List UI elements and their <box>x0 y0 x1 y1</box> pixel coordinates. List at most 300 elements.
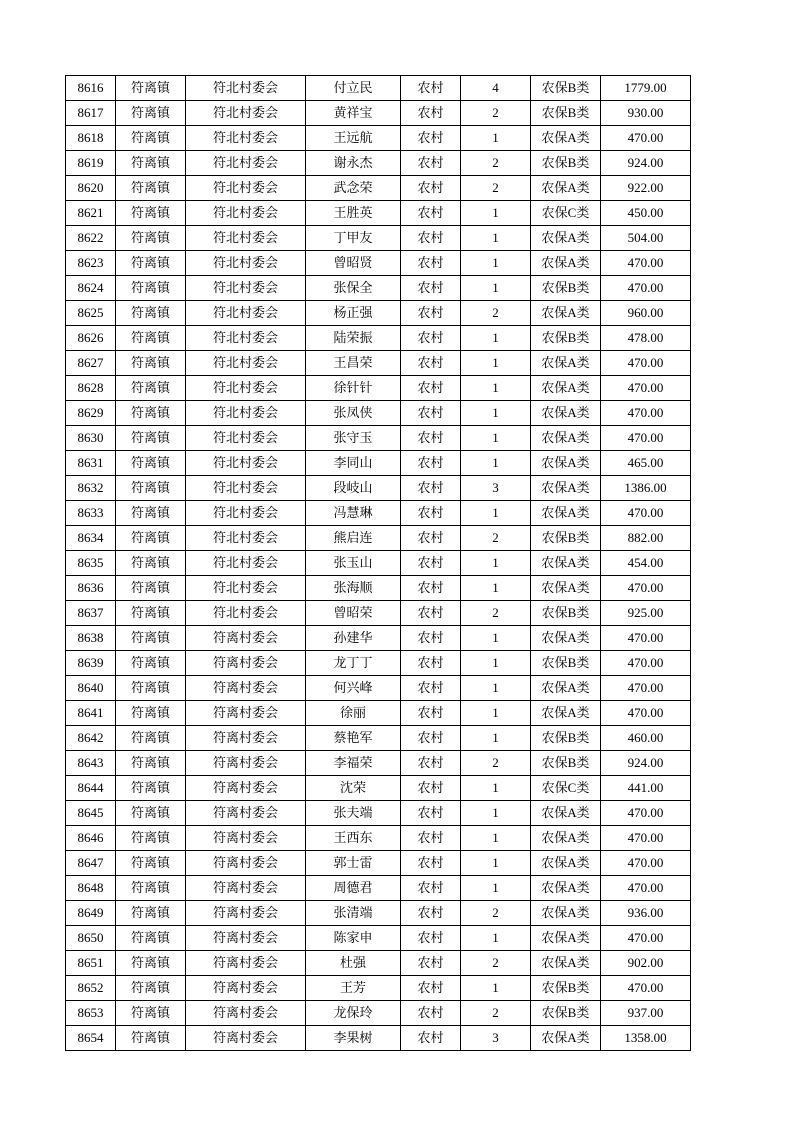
cell-village-committee: 符北村委会 <box>186 301 306 326</box>
cell-town: 符离镇 <box>116 401 186 426</box>
cell-person-name: 杜强 <box>306 951 401 976</box>
cell-town: 符离镇 <box>116 126 186 151</box>
cell-insurance-category: 农保A类 <box>531 551 601 576</box>
cell-serial-number: 8616 <box>66 76 116 101</box>
cell-amount: 470.00 <box>601 876 691 901</box>
cell-resident-type: 农村 <box>401 926 461 951</box>
cell-amount: 470.00 <box>601 626 691 651</box>
cell-insurance-category: 农保A类 <box>531 401 601 426</box>
table-row <box>66 876 691 901</box>
cell-resident-type: 农村 <box>401 801 461 826</box>
cell-person-count: 1 <box>461 326 531 351</box>
cell-resident-type: 农村 <box>401 726 461 751</box>
cell-village-committee: 符北村委会 <box>186 576 306 601</box>
table-row <box>66 151 691 176</box>
cell-insurance-category: 农保A类 <box>531 176 601 201</box>
cell-insurance-category: 农保A类 <box>531 251 601 276</box>
cell-serial-number: 8620 <box>66 176 116 201</box>
cell-insurance-category: 农保A类 <box>531 826 601 851</box>
cell-village-committee: 符北村委会 <box>186 401 306 426</box>
cell-insurance-category: 农保A类 <box>531 376 601 401</box>
cell-insurance-category: 农保A类 <box>531 676 601 701</box>
cell-person-count: 2 <box>461 151 531 176</box>
cell-amount: 470.00 <box>601 926 691 951</box>
cell-serial-number: 8644 <box>66 776 116 801</box>
cell-serial-number: 8618 <box>66 126 116 151</box>
cell-amount: 924.00 <box>601 751 691 776</box>
cell-serial-number: 8631 <box>66 451 116 476</box>
cell-village-committee: 符离村委会 <box>186 901 306 926</box>
cell-serial-number: 8651 <box>66 951 116 976</box>
cell-village-committee: 符离村委会 <box>186 801 306 826</box>
cell-village-committee: 符离村委会 <box>186 676 306 701</box>
cell-serial-number: 8643 <box>66 751 116 776</box>
cell-village-committee: 符北村委会 <box>186 76 306 101</box>
cell-resident-type: 农村 <box>401 701 461 726</box>
cell-insurance-category: 农保A类 <box>531 301 601 326</box>
cell-village-committee: 符离村委会 <box>186 1026 306 1051</box>
cell-person-name: 张守玉 <box>306 426 401 451</box>
cell-town: 符离镇 <box>116 701 186 726</box>
cell-person-count: 1 <box>461 376 531 401</box>
cell-person-name: 张保全 <box>306 276 401 301</box>
cell-serial-number: 8649 <box>66 901 116 926</box>
cell-amount: 460.00 <box>601 726 691 751</box>
cell-insurance-category: 农保A类 <box>531 451 601 476</box>
cell-amount: 470.00 <box>601 401 691 426</box>
cell-person-count: 2 <box>461 601 531 626</box>
cell-serial-number: 8623 <box>66 251 116 276</box>
cell-town: 符离镇 <box>116 826 186 851</box>
cell-amount: 960.00 <box>601 301 691 326</box>
table-row <box>66 1026 691 1051</box>
cell-person-name: 张凤侠 <box>306 401 401 426</box>
cell-village-committee: 符离村委会 <box>186 726 306 751</box>
cell-amount: 1386.00 <box>601 476 691 501</box>
cell-person-count: 2 <box>461 526 531 551</box>
cell-person-name: 段岐山 <box>306 476 401 501</box>
cell-serial-number: 8627 <box>66 351 116 376</box>
cell-resident-type: 农村 <box>401 326 461 351</box>
cell-resident-type: 农村 <box>401 951 461 976</box>
cell-amount: 454.00 <box>601 551 691 576</box>
cell-person-name: 李同山 <box>306 451 401 476</box>
cell-resident-type: 农村 <box>401 276 461 301</box>
cell-resident-type: 农村 <box>401 676 461 701</box>
table-row <box>66 126 691 151</box>
cell-person-count: 4 <box>461 76 531 101</box>
cell-resident-type: 农村 <box>401 751 461 776</box>
cell-village-committee: 符北村委会 <box>186 276 306 301</box>
cell-insurance-category: 农保B类 <box>531 601 601 626</box>
cell-person-name: 李福荣 <box>306 751 401 776</box>
cell-village-committee: 符离村委会 <box>186 776 306 801</box>
table-row <box>66 626 691 651</box>
cell-person-name: 张海顺 <box>306 576 401 601</box>
table-row <box>66 401 691 426</box>
cell-resident-type: 农村 <box>401 351 461 376</box>
cell-serial-number: 8645 <box>66 801 116 826</box>
cell-insurance-category: 农保B类 <box>531 726 601 751</box>
cell-town: 符离镇 <box>116 576 186 601</box>
cell-town: 符离镇 <box>116 676 186 701</box>
cell-village-committee: 符离村委会 <box>186 826 306 851</box>
cell-person-name: 李果树 <box>306 1026 401 1051</box>
cell-resident-type: 农村 <box>401 251 461 276</box>
cell-village-committee: 符北村委会 <box>186 526 306 551</box>
cell-town: 符离镇 <box>116 76 186 101</box>
cell-amount: 465.00 <box>601 451 691 476</box>
cell-amount: 922.00 <box>601 176 691 201</box>
cell-town: 符离镇 <box>116 526 186 551</box>
cell-village-committee: 符离村委会 <box>186 651 306 676</box>
cell-town: 符离镇 <box>116 976 186 1001</box>
cell-village-committee: 符北村委会 <box>186 351 306 376</box>
table-row <box>66 551 691 576</box>
cell-person-name: 杨正强 <box>306 301 401 326</box>
cell-serial-number: 8653 <box>66 1001 116 1026</box>
cell-town: 符离镇 <box>116 1026 186 1051</box>
cell-serial-number: 8628 <box>66 376 116 401</box>
cell-person-name: 熊启连 <box>306 526 401 551</box>
cell-serial-number: 8629 <box>66 401 116 426</box>
cell-person-count: 1 <box>461 576 531 601</box>
cell-town: 符离镇 <box>116 801 186 826</box>
cell-amount: 450.00 <box>601 201 691 226</box>
cell-insurance-category: 农保B类 <box>531 526 601 551</box>
cell-person-name: 孙建华 <box>306 626 401 651</box>
table-row <box>66 101 691 126</box>
cell-person-count: 1 <box>461 826 531 851</box>
cell-resident-type: 农村 <box>401 201 461 226</box>
cell-insurance-category: 农保A类 <box>531 476 601 501</box>
cell-town: 符离镇 <box>116 101 186 126</box>
table-row <box>66 176 691 201</box>
table-row <box>66 676 691 701</box>
cell-insurance-category: 农保A类 <box>531 951 601 976</box>
cell-amount: 902.00 <box>601 951 691 976</box>
table-row <box>66 901 691 926</box>
cell-insurance-category: 农保A类 <box>531 876 601 901</box>
cell-person-count: 1 <box>461 801 531 826</box>
cell-village-committee: 符北村委会 <box>186 126 306 151</box>
table-row <box>66 426 691 451</box>
cell-person-count: 1 <box>461 501 531 526</box>
cell-person-name: 曾昭荣 <box>306 601 401 626</box>
cell-resident-type: 农村 <box>401 651 461 676</box>
cell-person-count: 3 <box>461 1026 531 1051</box>
cell-town: 符离镇 <box>116 151 186 176</box>
cell-amount: 1358.00 <box>601 1026 691 1051</box>
benefit-roster-table <box>65 75 691 1051</box>
cell-insurance-category: 农保B类 <box>531 276 601 301</box>
cell-village-committee: 符离村委会 <box>186 851 306 876</box>
cell-resident-type: 农村 <box>401 76 461 101</box>
cell-town: 符离镇 <box>116 226 186 251</box>
cell-person-name: 张清端 <box>306 901 401 926</box>
cell-amount: 1779.00 <box>601 76 691 101</box>
cell-person-name: 张夫端 <box>306 801 401 826</box>
cell-person-name: 冯慧琳 <box>306 501 401 526</box>
table-row <box>66 651 691 676</box>
cell-village-committee: 符离村委会 <box>186 1001 306 1026</box>
cell-resident-type: 农村 <box>401 301 461 326</box>
cell-insurance-category: 农保B类 <box>531 101 601 126</box>
cell-amount: 470.00 <box>601 501 691 526</box>
cell-village-committee: 符离村委会 <box>186 976 306 1001</box>
cell-person-name: 黄祥宝 <box>306 101 401 126</box>
cell-town: 符离镇 <box>116 451 186 476</box>
cell-resident-type: 农村 <box>401 126 461 151</box>
cell-resident-type: 农村 <box>401 526 461 551</box>
table-row <box>66 451 691 476</box>
table-row <box>66 926 691 951</box>
cell-serial-number: 8626 <box>66 326 116 351</box>
cell-serial-number: 8654 <box>66 1026 116 1051</box>
cell-person-count: 2 <box>461 176 531 201</box>
table-body <box>66 76 691 1051</box>
cell-person-count: 1 <box>461 451 531 476</box>
cell-person-name: 付立民 <box>306 76 401 101</box>
cell-village-committee: 符北村委会 <box>186 101 306 126</box>
cell-town: 符离镇 <box>116 851 186 876</box>
table-row <box>66 751 691 776</box>
cell-serial-number: 8639 <box>66 651 116 676</box>
table-row <box>66 276 691 301</box>
table-row <box>66 951 691 976</box>
cell-resident-type: 农村 <box>401 1001 461 1026</box>
cell-person-name: 何兴峰 <box>306 676 401 701</box>
table-row <box>66 326 691 351</box>
cell-person-count: 1 <box>461 276 531 301</box>
cell-resident-type: 农村 <box>401 101 461 126</box>
cell-insurance-category: 农保B类 <box>531 751 601 776</box>
cell-town: 符离镇 <box>116 276 186 301</box>
cell-resident-type: 农村 <box>401 776 461 801</box>
cell-insurance-category: 农保C类 <box>531 776 601 801</box>
cell-insurance-category: 农保B类 <box>531 326 601 351</box>
cell-person-count: 1 <box>461 726 531 751</box>
table-row <box>66 201 691 226</box>
cell-person-name: 徐丽 <box>306 701 401 726</box>
cell-person-name: 蔡艳军 <box>306 726 401 751</box>
cell-resident-type: 农村 <box>401 451 461 476</box>
cell-village-committee: 符北村委会 <box>186 201 306 226</box>
cell-town: 符离镇 <box>116 426 186 451</box>
cell-person-name: 徐针针 <box>306 376 401 401</box>
cell-person-name: 王芳 <box>306 976 401 1001</box>
cell-person-count: 2 <box>461 901 531 926</box>
cell-insurance-category: 农保A类 <box>531 851 601 876</box>
cell-town: 符离镇 <box>116 301 186 326</box>
cell-serial-number: 8622 <box>66 226 116 251</box>
cell-resident-type: 农村 <box>401 551 461 576</box>
cell-insurance-category: 农保A类 <box>531 701 601 726</box>
cell-resident-type: 农村 <box>401 1026 461 1051</box>
cell-town: 符离镇 <box>116 376 186 401</box>
cell-town: 符离镇 <box>116 626 186 651</box>
cell-amount: 441.00 <box>601 776 691 801</box>
cell-person-count: 1 <box>461 351 531 376</box>
cell-amount: 470.00 <box>601 376 691 401</box>
cell-person-count: 2 <box>461 1001 531 1026</box>
cell-person-name: 郭士雷 <box>306 851 401 876</box>
cell-resident-type: 农村 <box>401 601 461 626</box>
table-row <box>66 776 691 801</box>
cell-village-committee: 符离村委会 <box>186 701 306 726</box>
cell-person-count: 1 <box>461 426 531 451</box>
cell-village-committee: 符北村委会 <box>186 251 306 276</box>
cell-town: 符离镇 <box>116 726 186 751</box>
table-row <box>66 351 691 376</box>
cell-resident-type: 农村 <box>401 226 461 251</box>
cell-resident-type: 农村 <box>401 476 461 501</box>
cell-amount: 470.00 <box>601 651 691 676</box>
cell-insurance-category: 农保B类 <box>531 976 601 1001</box>
cell-serial-number: 8635 <box>66 551 116 576</box>
cell-insurance-category: 农保A类 <box>531 901 601 926</box>
cell-amount: 470.00 <box>601 251 691 276</box>
cell-resident-type: 农村 <box>401 876 461 901</box>
cell-insurance-category: 农保B类 <box>531 651 601 676</box>
table-row <box>66 76 691 101</box>
cell-amount: 937.00 <box>601 1001 691 1026</box>
table-row <box>66 826 691 851</box>
cell-resident-type: 农村 <box>401 151 461 176</box>
cell-person-name: 陆荣振 <box>306 326 401 351</box>
cell-person-count: 1 <box>461 251 531 276</box>
cell-serial-number: 8646 <box>66 826 116 851</box>
cell-serial-number: 8619 <box>66 151 116 176</box>
cell-resident-type: 农村 <box>401 426 461 451</box>
cell-serial-number: 8633 <box>66 501 116 526</box>
cell-person-count: 2 <box>461 101 531 126</box>
cell-town: 符离镇 <box>116 926 186 951</box>
cell-insurance-category: 农保A类 <box>531 126 601 151</box>
cell-town: 符离镇 <box>116 951 186 976</box>
cell-person-count: 1 <box>461 926 531 951</box>
cell-resident-type: 农村 <box>401 826 461 851</box>
cell-town: 符离镇 <box>116 776 186 801</box>
table-row <box>66 701 691 726</box>
cell-serial-number: 8641 <box>66 701 116 726</box>
cell-serial-number: 8652 <box>66 976 116 1001</box>
cell-village-committee: 符北村委会 <box>186 176 306 201</box>
cell-village-committee: 符离村委会 <box>186 626 306 651</box>
cell-amount: 470.00 <box>601 801 691 826</box>
cell-person-name: 龙丁丁 <box>306 651 401 676</box>
table-row <box>66 851 691 876</box>
cell-town: 符离镇 <box>116 901 186 926</box>
cell-resident-type: 农村 <box>401 501 461 526</box>
cell-person-count: 1 <box>461 551 531 576</box>
cell-amount: 925.00 <box>601 601 691 626</box>
cell-town: 符离镇 <box>116 251 186 276</box>
table-row <box>66 476 691 501</box>
table-row <box>66 576 691 601</box>
cell-amount: 470.00 <box>601 851 691 876</box>
cell-insurance-category: 农保A类 <box>531 576 601 601</box>
cell-resident-type: 农村 <box>401 851 461 876</box>
cell-resident-type: 农村 <box>401 376 461 401</box>
table-row <box>66 801 691 826</box>
cell-person-count: 1 <box>461 651 531 676</box>
cell-village-committee: 符北村委会 <box>186 426 306 451</box>
cell-amount: 478.00 <box>601 326 691 351</box>
cell-person-name: 丁甲友 <box>306 226 401 251</box>
cell-person-count: 1 <box>461 626 531 651</box>
cell-serial-number: 8648 <box>66 876 116 901</box>
cell-amount: 470.00 <box>601 276 691 301</box>
cell-serial-number: 8617 <box>66 101 116 126</box>
cell-town: 符离镇 <box>116 651 186 676</box>
cell-serial-number: 8650 <box>66 926 116 951</box>
cell-insurance-category: 农保A类 <box>531 1026 601 1051</box>
cell-person-name: 曾昭贤 <box>306 251 401 276</box>
cell-amount: 924.00 <box>601 151 691 176</box>
cell-insurance-category: 农保A类 <box>531 426 601 451</box>
table-row <box>66 976 691 1001</box>
cell-person-name: 张玉山 <box>306 551 401 576</box>
cell-insurance-category: 农保B类 <box>531 151 601 176</box>
cell-village-committee: 符离村委会 <box>186 876 306 901</box>
cell-amount: 936.00 <box>601 901 691 926</box>
table-row <box>66 526 691 551</box>
cell-town: 符离镇 <box>116 601 186 626</box>
cell-village-committee: 符北村委会 <box>186 376 306 401</box>
cell-serial-number: 8647 <box>66 851 116 876</box>
table-row <box>66 1001 691 1026</box>
table-row <box>66 301 691 326</box>
cell-person-count: 1 <box>461 226 531 251</box>
cell-village-committee: 符北村委会 <box>186 501 306 526</box>
cell-serial-number: 8636 <box>66 576 116 601</box>
cell-amount: 470.00 <box>601 576 691 601</box>
cell-person-count: 3 <box>461 476 531 501</box>
cell-insurance-category: 农保C类 <box>531 201 601 226</box>
cell-village-committee: 符北村委会 <box>186 476 306 501</box>
cell-person-name: 沈荣 <box>306 776 401 801</box>
cell-insurance-category: 农保A类 <box>531 926 601 951</box>
cell-insurance-category: 农保B类 <box>531 1001 601 1026</box>
cell-serial-number: 8630 <box>66 426 116 451</box>
table-row <box>66 376 691 401</box>
cell-serial-number: 8634 <box>66 526 116 551</box>
cell-resident-type: 农村 <box>401 901 461 926</box>
cell-person-name: 龙保玲 <box>306 1001 401 1026</box>
table-row <box>66 226 691 251</box>
cell-serial-number: 8640 <box>66 676 116 701</box>
cell-serial-number: 8625 <box>66 301 116 326</box>
cell-person-name: 王昌荣 <box>306 351 401 376</box>
cell-village-committee: 符北村委会 <box>186 551 306 576</box>
cell-resident-type: 农村 <box>401 976 461 1001</box>
cell-amount: 470.00 <box>601 676 691 701</box>
cell-village-committee: 符北村委会 <box>186 226 306 251</box>
cell-person-count: 2 <box>461 751 531 776</box>
cell-village-committee: 符离村委会 <box>186 751 306 776</box>
cell-serial-number: 8621 <box>66 201 116 226</box>
cell-person-count: 1 <box>461 676 531 701</box>
cell-amount: 470.00 <box>601 701 691 726</box>
cell-village-committee: 符北村委会 <box>186 326 306 351</box>
cell-village-committee: 符北村委会 <box>186 451 306 476</box>
cell-village-committee: 符北村委会 <box>186 151 306 176</box>
cell-town: 符离镇 <box>116 751 186 776</box>
cell-amount: 930.00 <box>601 101 691 126</box>
cell-amount: 504.00 <box>601 226 691 251</box>
cell-insurance-category: 农保A类 <box>531 226 601 251</box>
